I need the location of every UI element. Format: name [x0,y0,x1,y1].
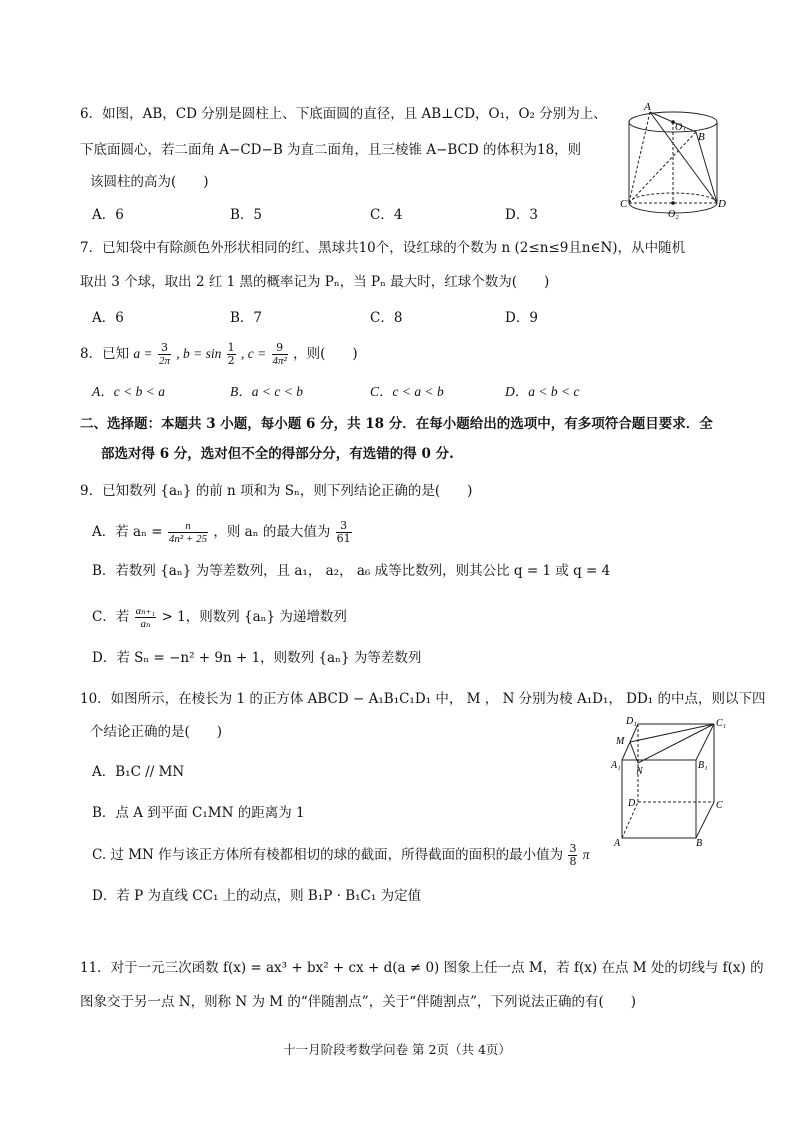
q6-line-3: 该圆柱的高为( ) [90,174,209,190]
q6-line-1: 6．如图，AB，CD 分别是圆柱上、下底面圆的直径，且 AB⊥CD，O₁，O₂ 分别为上、 [80,106,607,122]
fig10-label-d1: D₁ [626,716,637,727]
q8-option-a: A．c < b < a [92,384,165,399]
fig10-label-n: N [636,766,643,777]
q8-stem: 8．已知 a = $\frac{3}{2\pi}$ , b = sin $\frac{1}{2}$ , c = $\frac{9}{\text{4π²}}$ ，则( ) [80,341,358,367]
q9-option-c: C．若 $\frac{\text{aₙ₊₁}}{\text{aₙ}}$ > 1，则数列 {aₙ} 为递增数列 [92,605,347,630]
q7-option-b: B．7 [230,310,263,326]
q9-stem: 9．已知数列 {aₙ} 的前 n 项和为 Sₙ，则下列结论正确的是( ) [80,483,473,499]
q6-option-c: C．4 [370,207,403,223]
q6-option-d: D．3 [505,207,538,223]
q10-option-d: D．若 P 为直线 CC₁ 上的动点，则 B₁P · B₁C₁ 为定值 [92,888,422,904]
fig6-label-c: C [620,198,628,210]
fig10-label-b: B [696,838,703,849]
cylinder-figure [618,100,728,225]
q6-option-a: A．6 [92,207,124,223]
fig6-label-o2: O₂ [668,209,679,220]
q6-line-2: 下底面圆心，若二面角 A−CD−B 为直二面角，且三棱锥 A−BCD 的体积为18，则 [80,142,582,158]
q10-line-2: 个结论正确的是( ) [90,724,223,740]
section2-header-line-1: 二、选择题：本题共 3 小题，每小题 6 分，共 18 分．在每小题给出的选项中，有多项符合题目要求．全 [80,416,713,432]
q6-option-b: B．5 [230,207,263,223]
cube-figure [612,712,730,852]
q11-line-2: 图象交于另一点 N，则称 N 为 M 的“伴随割点”，关于“伴随割点”，下列说法正确的有( ) [80,994,637,1010]
q10-option-b: B．点 A 到平面 C₁MN 的距离为 1 [92,805,305,821]
q10-option-c: C. 过 MN 作与该正方体所有棱都相切的球的截面，所得截面的面积的最小值为 $\frac{3}{8}$ π [92,842,590,868]
q8-option-d: D．a < b < c [505,384,580,399]
fig6-label-b: B [698,131,705,143]
q10-line-1: 10．如图所示，在棱长为 1 的正方体 ABCD − A₁B₁C₁D₁ 中， M ， N 分别为棱 A₁D₁， DD₁ 的中点，则以下四 [80,691,766,707]
fig10-label-m: M [616,736,625,747]
q7-line-1: 7．已知袋中有除颜色外形状相同的红、黑球共10个，设红球的个数为 n (2≤n≤9且n∈N)，从中随机 [80,240,686,256]
q7-line-2: 取出 3 个球，取出 2 红 1 黑的概率记为 Pₙ，当 Pₙ 最大时，红球个数为( ) [80,274,550,290]
fig10-label-d: D [628,798,636,809]
q9-option-b: B．若数列 {aₙ} 为等差数列，且 a₁， a₂， a₆ 成等比数列，则其公比 q = 1 或 q = 4 [92,563,611,579]
page-footer: 十一月阶段考数学问卷 第 2页（共 4页） [283,1042,511,1057]
q9-option-a: A．若 aₙ = $\frac{n}{\text{4n² + 25}}$ ，则 aₙ 的最大值为 $\frac{3}{61}$ [92,519,351,545]
q10-option-a: A．B₁C // MN [92,764,185,780]
fig6-label-d: D [718,198,726,210]
q7-option-c: C．8 [370,310,403,326]
fig10-label-b1: B₁ [698,760,708,771]
q8-option-c: C．c < a < b [370,384,444,399]
fig6-label-o1: O₁ [675,122,686,133]
fig6-label-a: A [644,101,651,113]
q11-line-1: 11．对于一元三次函数 f(x) = ax³ + bx² + cx + d(a ≠ 0) 图象上任一点 M，若 f(x) 在点 M 处的切线与 f(x) 的 [80,960,764,976]
fig10-label-a1: A₁ [611,760,621,771]
q7-option-d: D．9 [505,310,538,326]
section2-header-line-2: 部选对得 6 分，选对但不全的得部分分，有选错的得 0 分. [101,446,454,462]
q8-option-b: B．a < c < b [230,384,303,399]
fig10-label-c1: C₁ [716,718,727,729]
q7-option-a: A．6 [92,310,124,326]
q9-option-d: D．若 Sₙ = −n² + 9n + 1，则数列 {aₙ} 为等差数列 [92,650,422,666]
fig10-label-c: C [716,800,723,811]
fig10-label-a: A [614,838,621,849]
